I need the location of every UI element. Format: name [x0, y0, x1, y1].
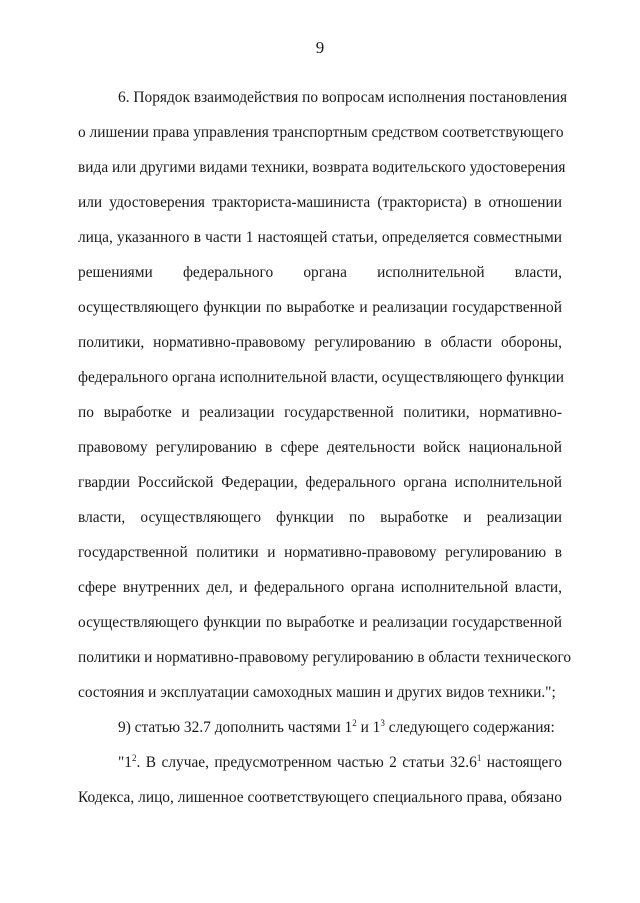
- paragraph-line: политики, нормативно-правовому регулированию в области обороны,: [78, 334, 562, 351]
- quote-text: настоящего: [481, 754, 563, 771]
- page-number: 9: [315, 38, 325, 57]
- item-9-text: 9) статью 32.7 дополнить частями 1: [118, 719, 353, 736]
- paragraph-line: федерального органа исполнительной власти, осуществляющего функции: [78, 369, 564, 386]
- paragraph-line: сфере внутренних дел, и федерального органа исполнительной власти,: [78, 579, 562, 596]
- paragraph-line: гвардии Российской Федерации, федерального органа исполнительной: [78, 474, 562, 491]
- quote-text: . В случае, предусмотренном частью 2 статьи 32.6: [136, 754, 477, 771]
- paragraph-line: лица, указанного в части 1 настоящей статьи, определяется совместными: [78, 229, 562, 246]
- superscript: 2: [131, 753, 137, 763]
- paragraph-line: осуществляющего функции по выработке и реализации государственной: [78, 299, 562, 316]
- item-9-text: и 1: [356, 719, 381, 736]
- paragraph-line: политики и нормативно-правовому регулированию в области технического: [78, 649, 572, 666]
- item-9-text: следующего содержания:: [384, 719, 555, 736]
- quoted-part-line: Кодекса, лицо, лишенное соответствующего специального права, обязано: [78, 789, 562, 806]
- paragraph-line: по выработке и реализации государственной политики, нормативно-: [78, 404, 562, 421]
- paragraph-line: власти, осуществляющего функции по выработке и реализации: [78, 509, 562, 526]
- superscript: 2: [352, 718, 357, 728]
- quoted-part-line: [118, 753, 562, 773]
- paragraph-line: или удостоверения тракториста-машиниста (тракториста) в отношении: [78, 194, 562, 211]
- paragraph-line: осуществляющего функции по выработке и реализации государственной: [78, 614, 562, 631]
- superscript: 1: [476, 753, 482, 763]
- item-9: [118, 718, 562, 738]
- paragraph-line: решениями федерального органа исполнительной власти,: [78, 264, 562, 281]
- paragraph-line: государственной политики и нормативно-правовому регулированию в: [78, 544, 562, 561]
- paragraph-line: правовому регулированию в сфере деятельности войск национальной: [78, 439, 562, 456]
- paragraph-line: вида или другими видами техники, возврата водительского удостоверения: [78, 159, 566, 176]
- quote-text: "1: [118, 754, 132, 771]
- paragraph-line: состояния и эксплуатации самоходных машин и других видов техники.";: [78, 684, 556, 701]
- paragraph-line: о лишении права управления транспортным средством соответствующего: [78, 124, 564, 141]
- paragraph-line: 6. Порядок взаимодействия по вопросам исполнения постановления: [118, 89, 568, 106]
- superscript: 3: [380, 718, 385, 728]
